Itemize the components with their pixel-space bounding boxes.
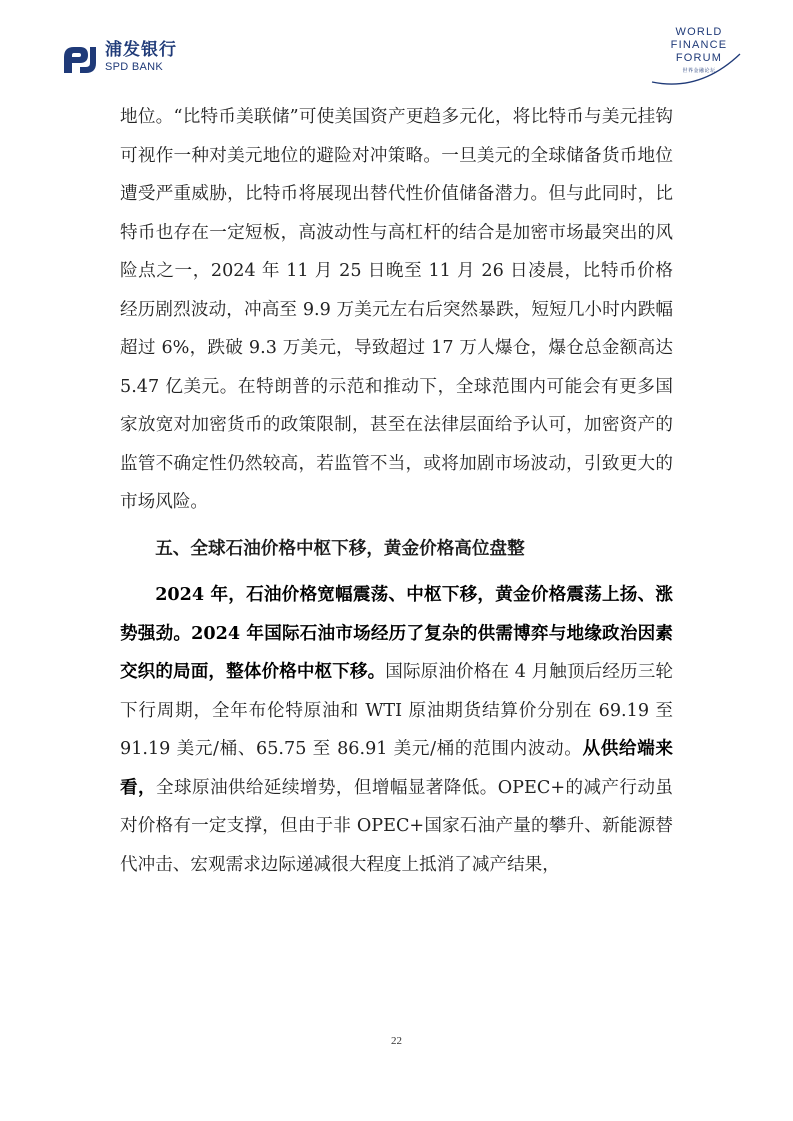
- bank-name-cn: 浦发银行: [105, 40, 177, 60]
- paragraph-bitcoin-risk: 地位。“比特币美联储”可使美国资产更趋多元化，将比特币与美元挂钩可视作一种对美元地位的避险对冲策略。一旦美元的全球储备货币地位遭受严重威胁，比特币将展现出替代性价值储备潜力。但与此同时，比特币也存在一定短板，高波动性与高杠杆的结合是加密市场最突出的风险点之一，2024 年 11 月 25 日晚至 11 月 26 日凌晨，比特币价格经历剧烈波动，冲高至 9.9 万美元左右后突然暴跌，短短几小时内跌幅超过 6%，跌破 9.3 万美元，导致超过 17 万人爆仓，爆仓总金额高达 5.47 亿美元。在特朗普的示范和推动下，全球范围内可能会有更多国家放宽对加密货币的政策限制，甚至在法律层面给予认可，加密资产的监管不确定性仍然较高，若监管不当，或将加剧市场波动，引致更大的市场风险。: [120, 107, 673, 512]
- spd-bank-wordmark: [105, 40, 177, 74]
- page-number: 22: [391, 1035, 402, 1047]
- forum-word-world: WORLD: [675, 26, 723, 38]
- spd-bank-logo-icon: [60, 43, 100, 77]
- oil-price-range-text: 国际原油价格在 4 月触顶后经历三轮下行周期，全年布伦特原油和 WTI 原油期货结算价分别在 69.19 至 91.19 美元/桶、65.75 至 86.91 美元/桶的范围内波动。: [120, 662, 673, 759]
- page-header: [0, 0, 793, 95]
- bold-supply-side: 从供给端来看，: [120, 738, 673, 798]
- forum-word-finance: FINANCE: [670, 39, 728, 51]
- forum-name-cn: 世界金融论坛: [682, 68, 716, 74]
- forum-word-forum: FORUM: [675, 52, 723, 64]
- paragraph-oil-gold: [120, 576, 673, 884]
- forum-logo: [654, 26, 744, 74]
- bold-summary: 2024 年，石油价格宽幅震荡、中枢下移，黄金价格震荡上扬、涨势强劲。: [120, 584, 673, 644]
- bold-oil-market: 2024 年国际石油市场经历了复杂的供需博弈与地缘政治因素交织的局面，整体价格中枢下移。: [120, 622, 673, 682]
- bank-name-en: SPD BANK: [105, 61, 164, 73]
- supply-side-text: 全球原油供给延续增势，但增幅显著降低。OPEC+的减产行动虽对价格有一定支撑，但由于非 OPEC+国家石油产量的攀升、新能源替代冲击、宏观需求边际递减很大程度上抵消了减产结果，: [120, 777, 673, 875]
- section-heading: 五、全球石油价格中枢下移，黄金价格高位盘整: [155, 537, 525, 559]
- document-body: [120, 98, 673, 884]
